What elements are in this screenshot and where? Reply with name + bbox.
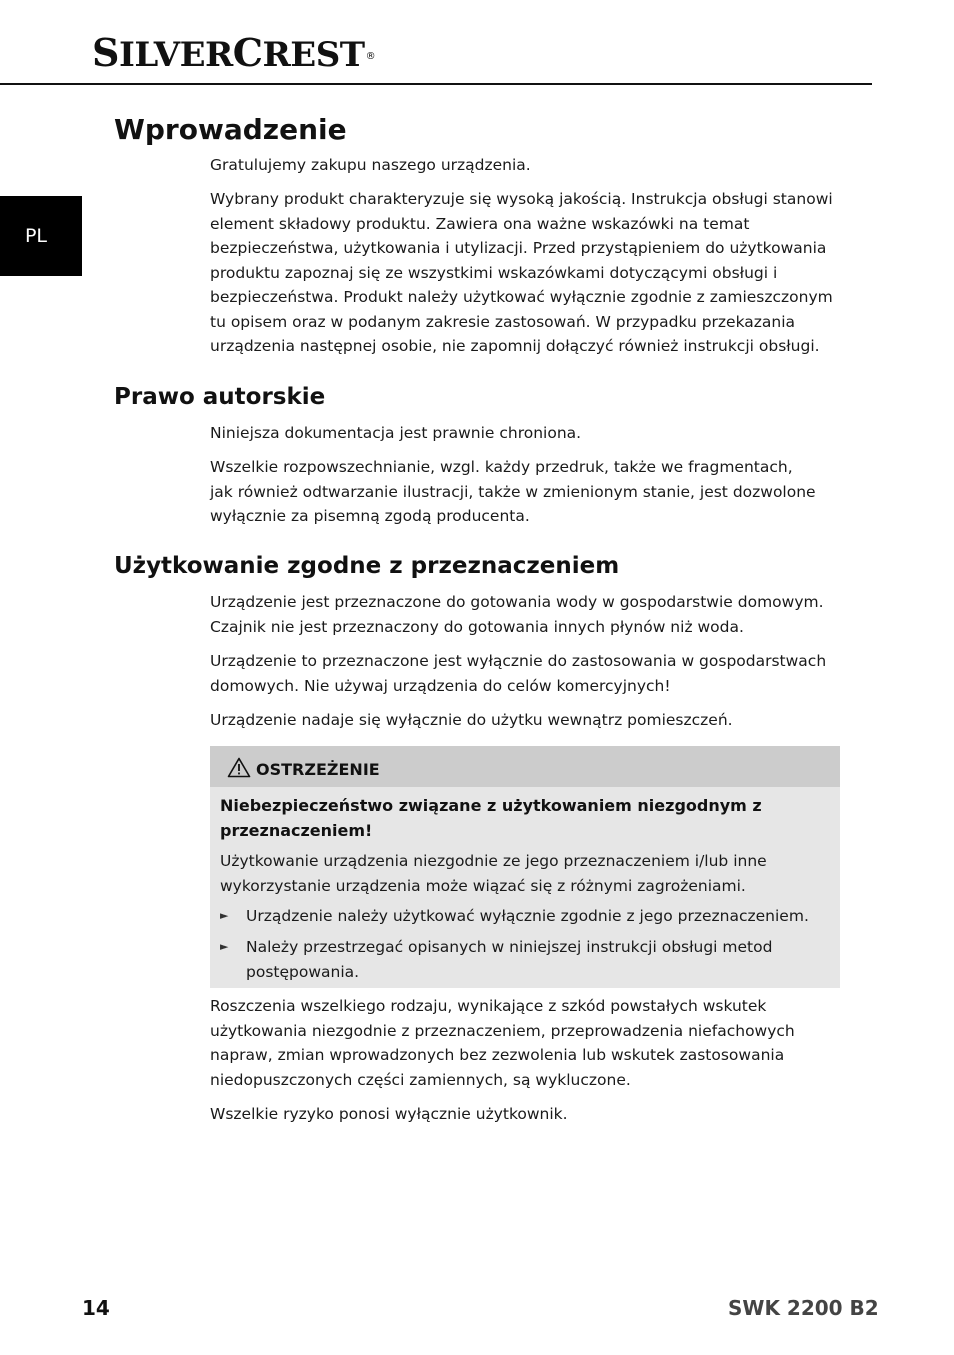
logo-letter-s: S <box>92 30 119 75</box>
registered-mark: ® <box>365 51 376 62</box>
intended-use-paragraph-4: Roszczenia wszelkiego rodzaju, wynikające z szkód powstałych wskutek użytkowania niezgodnie z przeznaczeniem, przeprowadzenia niefachowych napraw, zmian wprowadzonych bez zezwolenia lub wskutek zastosowania niedopuszczonych części zamiennych, są wykluczone. <box>210 997 795 1089</box>
page-number: 14 <box>82 1296 110 1320</box>
logo-text-ilver: ILVER <box>118 35 233 75</box>
intended-use-paragraph-1: Urządzenie jest przeznaczone do gotowania wody w gospodarstwie domowym. Czajnik nie jest przeznaczony do gotowania innych płynów niż woda. <box>210 593 824 636</box>
warning-header <box>210 746 840 787</box>
warning-bullet-text: Należy przestrzegać opisanych w niniejszej instrukcji obsługi metod postępowania. <box>246 938 773 981</box>
warning-text: Użytkowanie urządzenia niezgodnie ze jego przeznaczeniem i/lub inne wykorzystanie urządzenia może wiązać się z różnymi zagrożeniami. <box>220 852 767 895</box>
intro-paragraph-2: Wybrany produkt charakteryzuje się wysoką jakością. Instrukcja obsługi stanowi element składowy produktu. Zawiera ona ważne wskazówki na temat bezpieczeństwa, użytkowania i utylizacji. Przed przystąpieniem do użytkowania produktu zapoznaj się ze wszystkimi wskazówkami dotyczącymi obsługi i bezpieczeństwa. Produkt należy użytkować wyłącznie zgodnie z zamieszczonym tu opisem oraz w podanym zakresie zastosowań. W przypadku przekazania urządzenia następnej osobie, nie zapomnij dołączyć również instrukcji obsługi. <box>210 190 833 355</box>
warning-triangle-icon <box>227 757 251 778</box>
intended-use-paragraph-2: Urządzenie to przeznaczone jest wyłącznie do zastosowania w gospodarstwach domowych. Nie używaj urządzenia do celów komercyjnych! <box>210 652 827 695</box>
bullet-arrow-icon: ► <box>220 940 229 953</box>
intro-paragraph-1: Gratulujemy zakupu naszego urządzenia. <box>210 156 531 174</box>
section-title-intended-use: Użytkowanie zgodne z przeznaczeniem <box>114 553 620 579</box>
silvercrest-logo <box>92 30 376 75</box>
model-number: SWK 2200 B2 <box>728 1296 879 1320</box>
copyright-paragraph-2: Wszelkie rozpowszechnianie, wzgl. każdy przedruk, także we fragmentach, jak również odtwarzanie ilustracji, także w zmienionym stanie, jest dozwolone wyłącznie za pisemną zgodą producenta. <box>210 458 816 525</box>
intended-use-paragraph-5: Wszelkie ryzyko ponosi wyłącznie użytkownik. <box>210 1105 568 1123</box>
section-title-copyright: Prawo autorskie <box>114 384 326 410</box>
warning-bullet-text: Urządzenie należy użytkować wyłącznie zgodnie z jego przeznaczeniem. <box>246 907 809 925</box>
copyright-paragraph-1: Niniejsza dokumentacja jest prawnie chroniona. <box>210 424 582 442</box>
header-rule <box>0 83 872 85</box>
language-tab-label: PL <box>24 225 48 247</box>
warning-label: OSTRZEŻENIE <box>256 760 380 779</box>
language-tab <box>0 196 82 276</box>
warning-title: Niebezpieczeństwo związane z użytkowaniem niezgodnym z przeznaczeniem! <box>220 796 762 840</box>
bullet-arrow-icon: ► <box>220 909 229 922</box>
warning-box <box>210 746 840 988</box>
intended-use-paragraph-3: Urządzenie nadaje się wyłącznie do użytku wewnątrz pomieszczeń. <box>210 711 733 729</box>
section-title-intro: Wprowadzenie <box>114 113 347 146</box>
logo-letter-c: C <box>232 30 263 75</box>
logo-text-rest: REST <box>262 35 365 75</box>
